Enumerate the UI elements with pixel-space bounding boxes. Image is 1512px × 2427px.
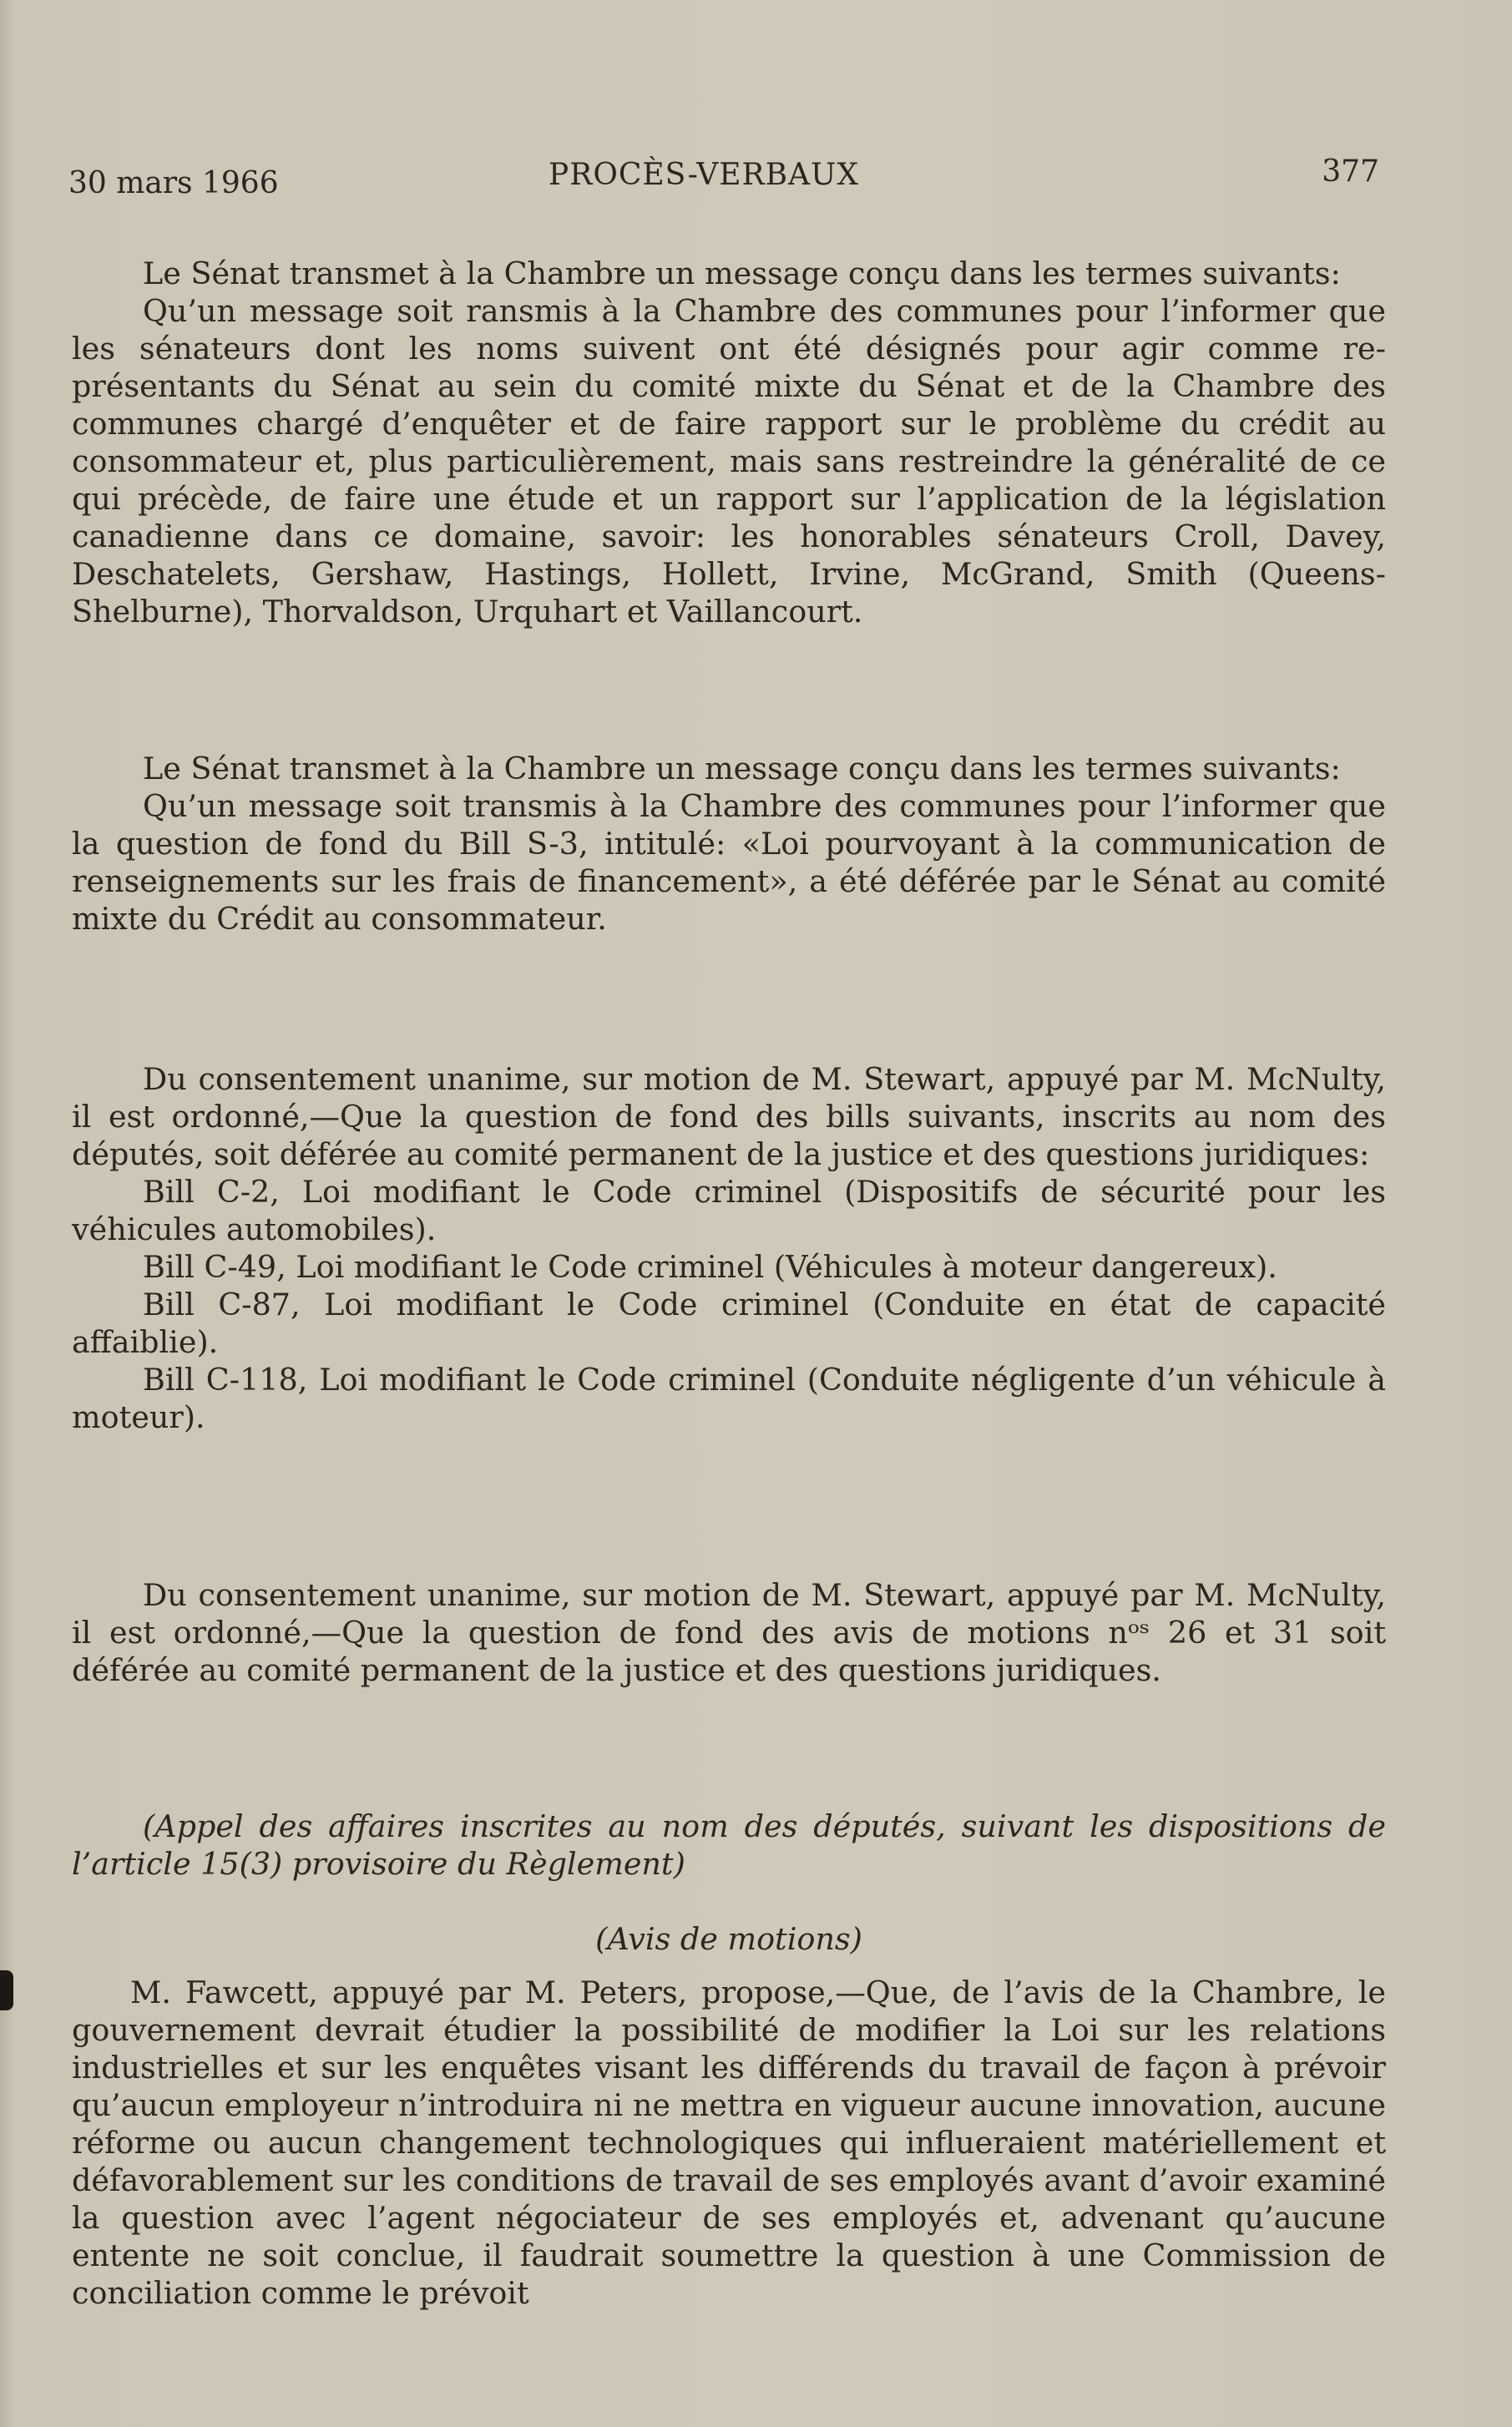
order-bills-referral [72, 1060, 1386, 1436]
senate-message-2 [72, 750, 1386, 938]
header-date: 30 mars 1966 [68, 166, 279, 200]
header-title: PROCÈS-VERBAUX [549, 158, 859, 192]
avis-heading-block [72, 1920, 1386, 1958]
binding-mark [0, 1970, 13, 2010]
page-header [68, 154, 1379, 205]
paragraph: Du consentement unanime, sur motion de M. Stewart, appuyé par M. McNulty, il est ordonné,—Que la question de fond des bills suivants, inscrits au nom des députés, soit déférée au comité permanent de la justice et des questions juridiques: [72, 1061, 1386, 1172]
page-number: 377 [1322, 154, 1379, 189]
motion-paragraph: M. Fawcett, appuyé par M. Peters, propose,—Que, de l’avis de la Chambre, le gouvernement devrait étudier la possibilité de modifier la Loi sur les relations industrielles et sur les enquêtes visant les différends du travail de façon à prévoir qu’aucun employeur n’introduira ni ne mettra en vigueur aucune innovation, aucune réforme ou aucun changement technologiques qui influeraient matériellement et défavorablement sur les conditions de travail de ses employés avant d’avoir examiné la question avec l’agent négociateur de ses employés et, advenant qu’aucune entente ne soit conclue, il faudrait soumettre la question à une Commission de conciliation comme le prévoit [72, 1974, 1386, 2311]
appel-heading-block [72, 1808, 1386, 1883]
bill-item: Bill C-87, Loi modifiant le Code criminel (Conduite en état de capacité affaiblie). [72, 1287, 1386, 1360]
paragraph: Le Sénat transmet à la Chambre un message conçu dans les termes suivants: [143, 751, 1341, 786]
appel-heading: (Appel des affaires inscrites au nom des députés, suivant les dispositions de l’article 15(3) provisoire du Règlement) [72, 1808, 1386, 1882]
bill-item: Bill C-2, Loi modifiant le Code criminel (Dispositifs de sécurité pour les véhicules automobiles). [72, 1174, 1386, 1247]
paragraph: Le Sénat transmet à la Chambre un message conçu dans les termes suivants: [143, 255, 1341, 291]
paragraph: Qu’un message soit ransmis à la Chambre des communes pour l’informer que les sénateurs dont les noms suivent ont été désignés pour agir comme représentants du Sénat au sein du comité mixte du Sénat et de la Chambre des communes chargé d’enquêter et de faire rapport sur le problème du crédit au consommateur et, plus particulièrement, mais sans restreindre la généralité de ce qui précède, de faire une étude et un rapport sur l’application de la législation canadienne dans ce domaine, savoir: les honorables sénateurs Croll, Davey, Deschatelets, Gershaw, Hastings, Hollett, Irvine, McGrand, Smith (Queens-Shelburne), Thorvaldson, Urquhart et Vaillancourt. [72, 293, 1386, 630]
motion-block [72, 1974, 1386, 2312]
paragraph: Du consentement unanime, sur motion de M. Stewart, appuyé par M. McNulty, il est ordonné,—Que la question de fond des avis de motions nᵒˢ 26 et 31 soit déférée au comité permanent de la justice et des questions juridiques. [72, 1577, 1386, 1688]
order-motions-referral [72, 1576, 1386, 1689]
bill-item: Bill C-118, Loi modifiant le Code criminel (Conduite négligente d’un véhicule à moteur). [72, 1362, 1386, 1435]
paragraph: Qu’un message soit transmis à la Chambre des communes pour l’informer que la question de fond du Bill S-3, intitulé: «Loi pourvoyant à la communication de renseignements sur les frais de financement», a été déférée par le Sénat au comité mixte du Crédit au consommateur. [72, 788, 1386, 937]
bill-item: Bill C-49, Loi modifiant le Code criminel (Véhicules à moteur dangereux). [143, 1249, 1277, 1285]
avis-heading: (Avis de motions) [595, 1921, 862, 1957]
senate-message-1 [72, 255, 1386, 630]
